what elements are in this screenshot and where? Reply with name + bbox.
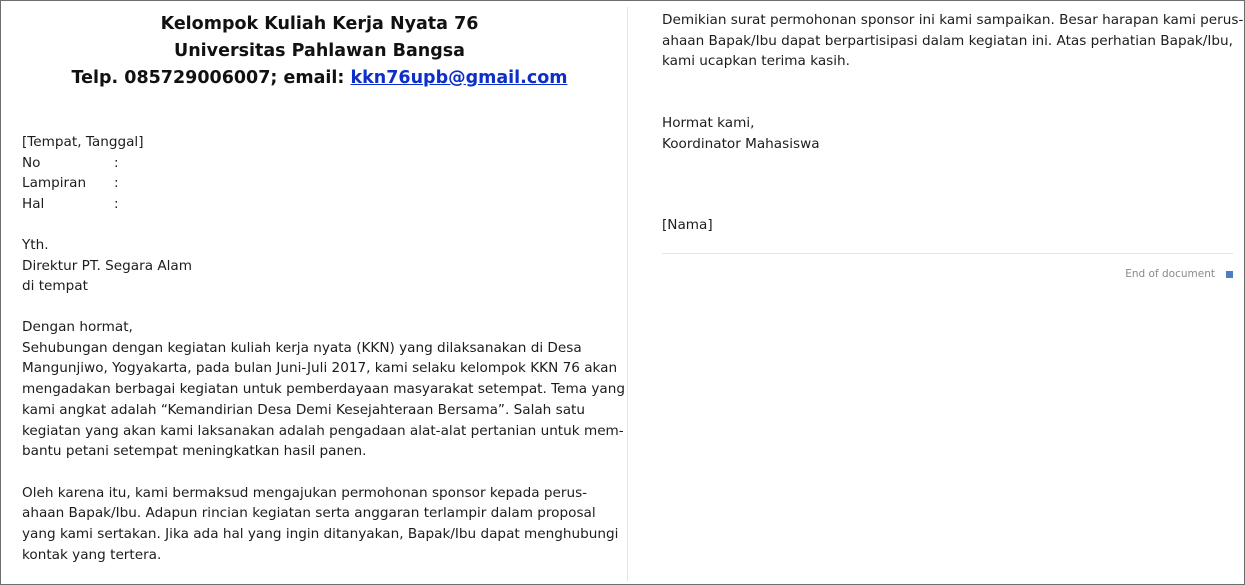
text-line: ahaan Bapak/Ibu. Adapun rincian kegiatan serta anggaran terlampir dalam proposal: [22, 505, 596, 522]
meta-label: No: [22, 154, 41, 171]
letter-body: [22, 317, 625, 565]
text-line: kegiatan yang akan kami laksanakan adalah pengadaan alat-alat pertanian untuk mem-: [22, 422, 624, 439]
meta-colon: :: [114, 196, 119, 213]
text-line: Mangunjiwo, Yogyakarta, pada bulan Juni-Juli 2017, kami selaku kelompok KKN 76 akan: [22, 360, 618, 377]
meta-row-no: [22, 153, 144, 174]
regards: Hormat kami,: [662, 115, 755, 131]
text-line: ahaan Bapak/Ibu dapat berpartisipasi dalam kegiatan ini. Atas perhatian Bapak/Ibu,: [662, 32, 1233, 49]
place-date: [Tempat, Tanggal]: [22, 134, 144, 150]
page-divider: [627, 7, 628, 581]
letterhead: [22, 11, 617, 92]
text-line: kami ucapkan terima kasih.: [662, 53, 850, 70]
end-marker-icon: [1226, 271, 1233, 278]
signature-block: [662, 113, 820, 154]
recipient-salutation: Yth.: [22, 237, 49, 253]
greeting: Dengan hormat,: [22, 319, 133, 335]
signer-name: [Nama]: [662, 217, 713, 233]
letterhead-university: Universitas Pahlawan Bangsa: [174, 41, 465, 61]
end-of-document: [662, 253, 1233, 280]
recipient-name: Direktur PT. Segara Alam: [22, 257, 192, 274]
text-line: Demikian surat permohonan sponsor ini kami sampaikan. Besar harapan kami perus-: [662, 12, 1244, 28]
text-line: kontak yang tertera.: [22, 546, 162, 563]
paragraph-1: [22, 338, 625, 462]
text-line: bantu petani setempat meningkatkan hasil panen.: [22, 443, 367, 460]
signer-role: Koordinator Mahasiswa: [662, 135, 820, 152]
meta-label: Hal: [22, 196, 45, 213]
end-of-document-label: End of document: [1125, 268, 1215, 280]
email-link[interactable]: kkn76upb@gmail.com: [350, 68, 568, 88]
text-line: mengadakan berbagai kegiatan untuk pemberdayaan masyarakat setempat. Tema yang: [22, 381, 626, 398]
text-line: Sehubungan dengan kegiatan kuliah kerja nyata (KKN) yang dilaksanakan di Desa: [22, 339, 582, 356]
meta-row-hal: [22, 194, 144, 215]
paragraph-2: [22, 483, 625, 566]
text-line: Oleh karena itu, kami bermaksud mengajukan permohonan sponsor kepada perus-: [22, 484, 588, 501]
letterhead-contact: [22, 65, 617, 92]
meta-row-lampiran: [22, 173, 144, 194]
meta-colon: :: [114, 175, 119, 192]
letter-meta: [22, 132, 144, 215]
meta-colon: :: [114, 154, 119, 171]
contact-phone: Telp. 085729006007; email:: [71, 68, 351, 88]
closing-paragraph: [662, 10, 1243, 72]
letterhead-title: Kelompok Kuliah Kerja Nyata 76: [160, 14, 479, 34]
recipient: [22, 235, 192, 297]
meta-label: Lampiran: [22, 175, 87, 192]
text-line: yang kami sertakan. Jika ada hal yang ingin ditanyakan, Bapak/Ibu dapat menghubungi: [22, 526, 619, 543]
text-line: kami angkat adalah “Kemandirian Desa Demi Kesejahteraan Bersama”. Salah satu: [22, 401, 585, 418]
recipient-location: di tempat: [22, 278, 88, 295]
